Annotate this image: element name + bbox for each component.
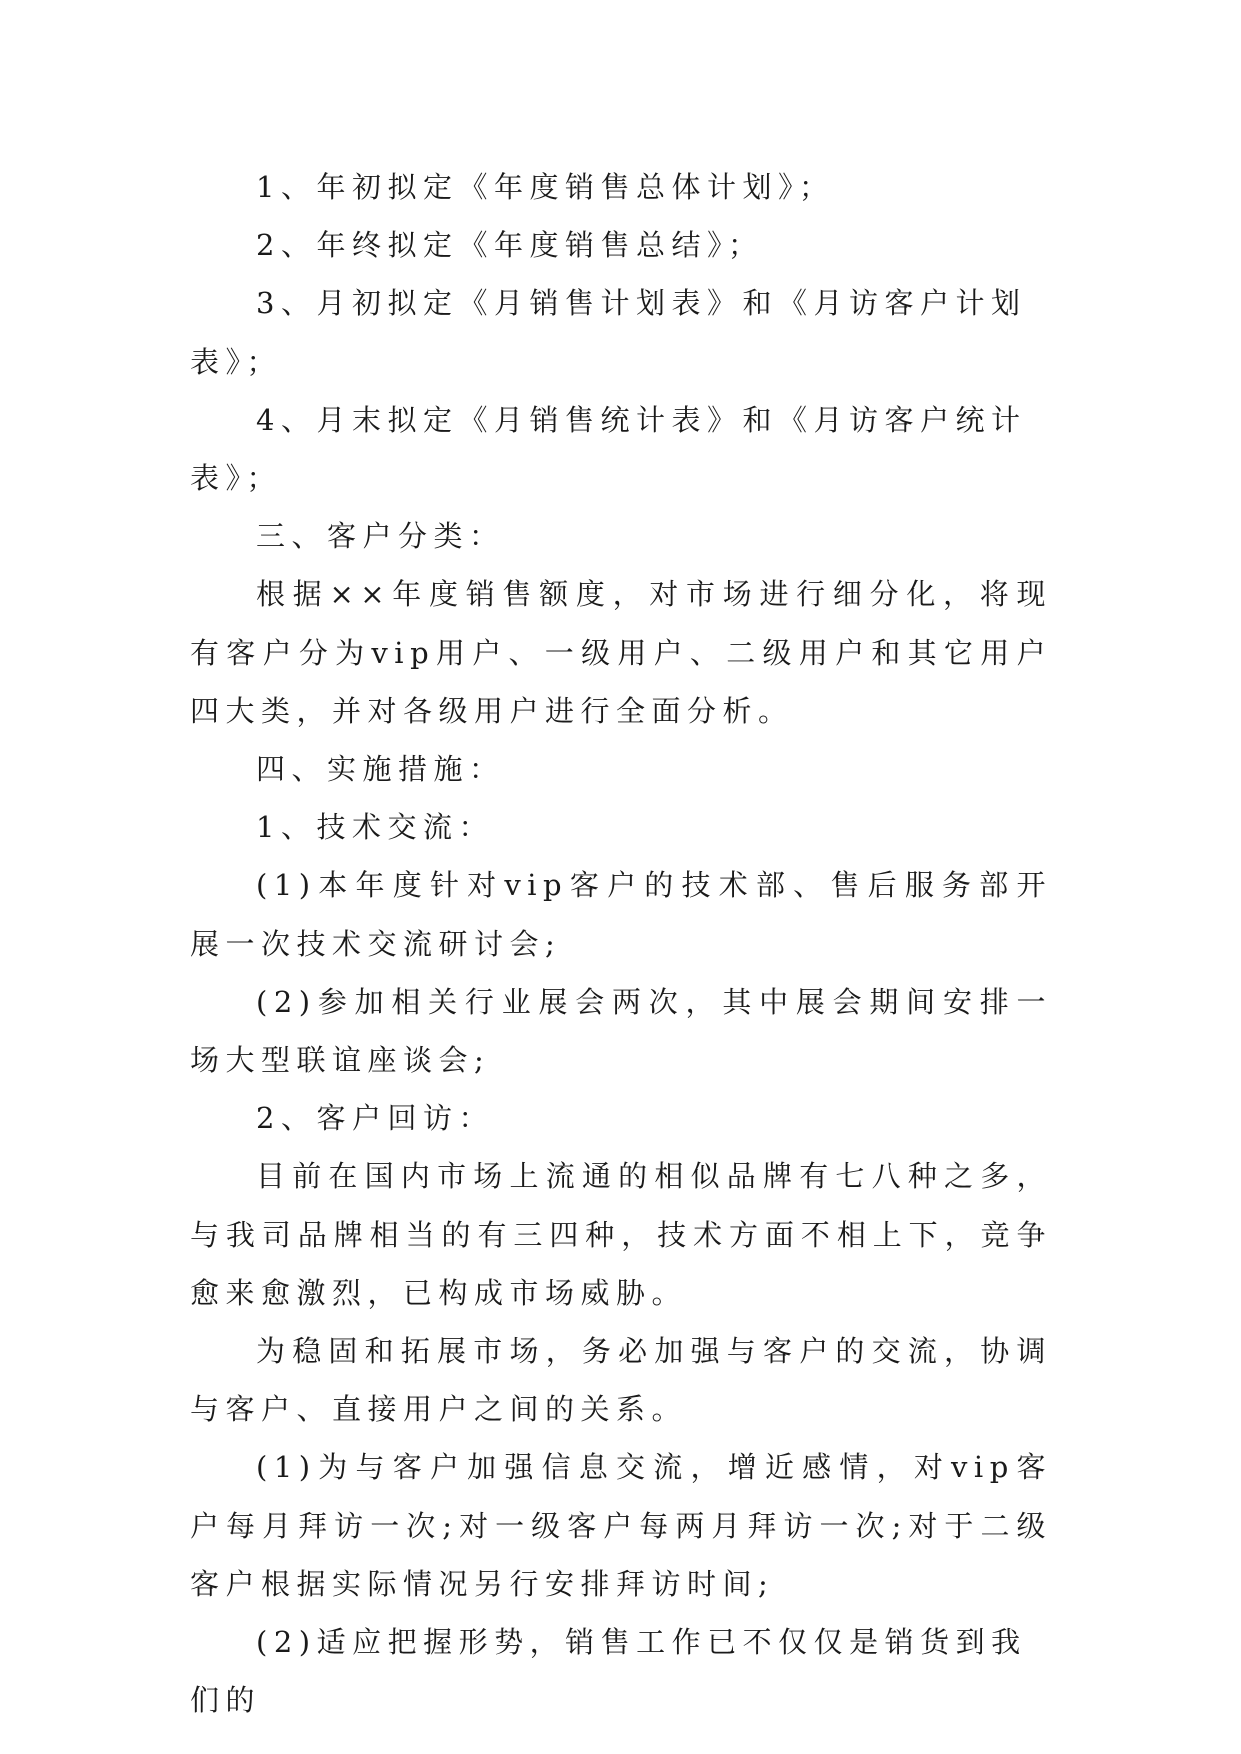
section-heading-measures: 四、实施措施： (256, 752, 505, 787)
plan-item-4: 4、月末拟定《月销售统计表》和《月访客户统计表》； (190, 402, 1027, 496)
subheading-tech-exchange: 1、技术交流： (256, 810, 494, 845)
plan-item-2: 2、年终拟定《年度销售总结》； (256, 228, 764, 263)
paragraph-customer-classification: 根据××年度销售额度，对市场进行细分化，将现有客户分为vip用户、一级用户、二级用户和其它用户四大类，并对各级用户进行全面分析。 (190, 577, 1052, 728)
paragraph-visit-schedule: (1)为与客户加强信息交流，增近感情，对vip客户每月拜访一次;对一级客户每两月拜访一次;对于二级客户根据实际情况另行安排拜访时间; (190, 1450, 1052, 1601)
plan-item-3: 3、月初拟定《月销售计划表》和《月访客户计划表》； (190, 286, 1027, 379)
paragraph-sales-situation: (2)适应把握形势，销售工作已不仅仅是销货到我们的 (190, 1625, 1027, 1718)
document-body (190, 158, 1052, 1729)
paragraph-market-competition: 目前在国内市场上流通的相似品牌有七八种之多，与我司品牌相当的有三四种，技术方面不相上下，竞争愈来愈激烈，已构成市场威胁。 (190, 1159, 1052, 1310)
paragraph-market-stabilize: 为稳固和拓展市场，务必加强与客户的交流，协调与客户、直接用户之间的关系。 (190, 1334, 1052, 1427)
paragraph-tech-exchange-2: (2)参加相关行业展会两次，其中展会期间安排一场大型联谊座谈会; (190, 984, 1052, 1078)
subheading-customer-visit: 2、客户回访： (256, 1101, 494, 1136)
paragraph-tech-exchange-1: (1)本年度针对vip客户的技术部、售后服务部开展一次技术交流研讨会; (190, 868, 1052, 961)
section-heading-customer-classification: 三、客户分类： (256, 519, 505, 554)
plan-item-1: 1、年初拟定《年度销售总体计划》； (256, 170, 835, 204)
